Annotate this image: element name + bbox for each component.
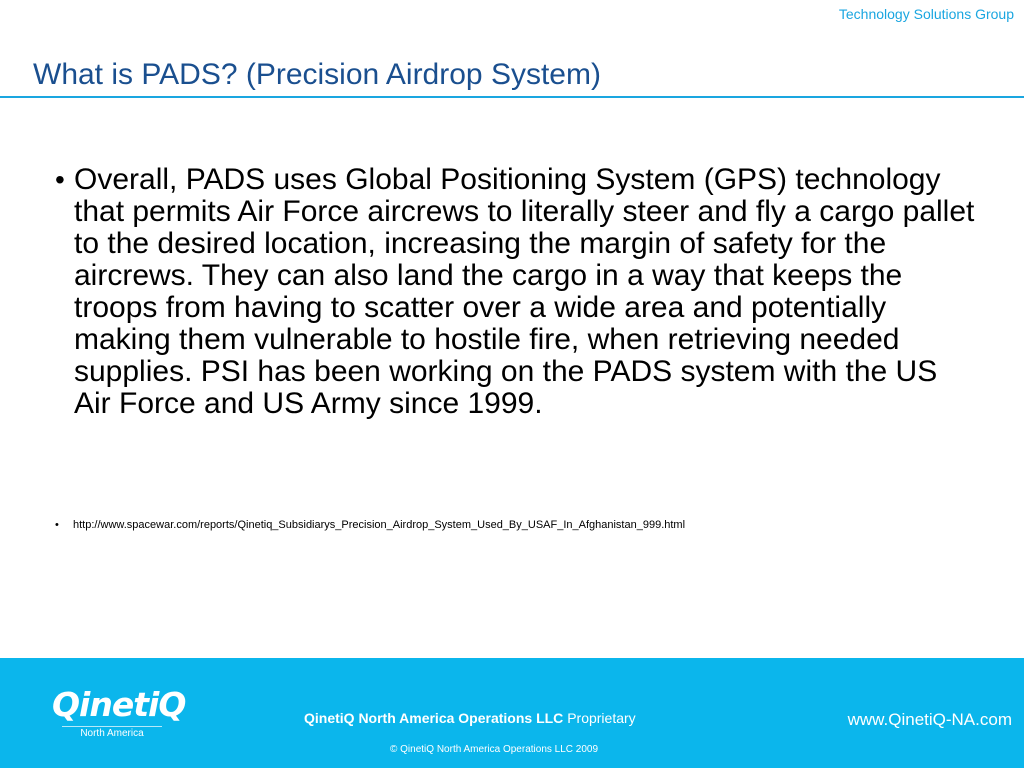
slide-title: What is PADS? (Precision Airdrop System) (33, 58, 601, 91)
main-bullet-text: Overall, PADS uses Global Positioning System (GPS) technology that permits Air Force aircrews to literally steer and fly a cargo pallet to the desired location, increasing the margin of safety for the aircrews. They can also land the cargo in a way that keeps the troops from having to scatter over a wide area and potentially making them vulnerable to hostile fire, when retrieving needed supplies. PSI has been working on the PADS system with the US Air Force and US Army since 1999. (74, 163, 975, 420)
proprietary-label: Proprietary (567, 710, 636, 726)
logo-subtext: North America (62, 726, 162, 739)
bullet-icon: • (55, 519, 59, 531)
qinetiq-logo (52, 686, 186, 739)
company-name: QinetiQ North America Operations LLC (304, 710, 564, 726)
source-bullet-item (55, 519, 685, 531)
source-link[interactable]: http://www.spacewar.com/reports/Qinetiq_Subsidiarys_Precision_Airdrop_System_Used_By_USAF_In_Afghanistan_999.html (73, 519, 686, 531)
footer-bar (0, 658, 1024, 768)
footer-company-line (304, 710, 636, 726)
copyright-notice: © QinetiQ North America Operations LLC 2009 (390, 744, 599, 755)
title-divider (0, 96, 1024, 98)
main-bullet-item (55, 164, 985, 420)
group-label: Technology Solutions Group (838, 6, 1014, 22)
website-link[interactable]: www.QinetiQ-NA.com (847, 710, 1012, 729)
bullet-icon: • (55, 164, 65, 195)
logo-wordmark: QinetiQ (52, 685, 186, 724)
